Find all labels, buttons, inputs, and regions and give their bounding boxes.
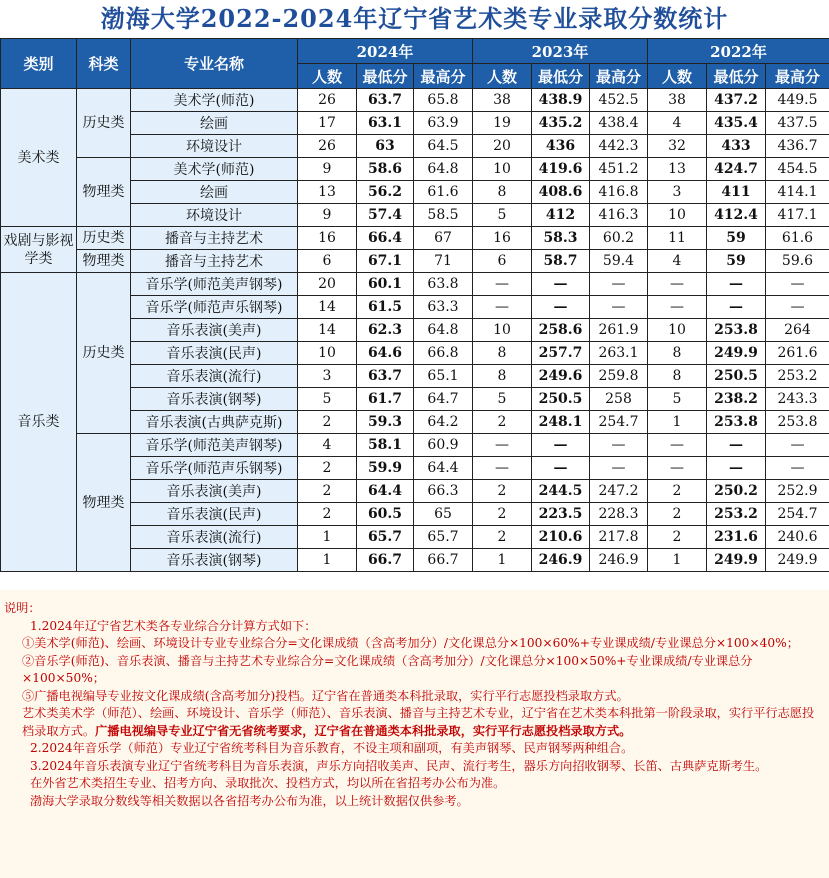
page-title: 渤海大学2022-2024年辽宁省艺术类专业录取分数统计 (100, 4, 729, 33)
score-cell: 8 (473, 342, 532, 365)
score-cell: 254.7 (590, 411, 648, 434)
score-cell: 419.6 (532, 158, 590, 181)
score-cell: 13 (648, 158, 707, 181)
score-cell: 5 (473, 388, 532, 411)
score-cell: — (648, 273, 707, 296)
score-cell: 56.2 (357, 181, 414, 204)
table-row (1, 250, 829, 273)
table-body (1, 89, 829, 572)
score-cell: 424.7 (707, 158, 766, 181)
score-cell: 442.3 (590, 135, 648, 158)
score-cell: 64.5 (414, 135, 473, 158)
major-name: 音乐表演(流行) (131, 526, 298, 549)
note-5: 渤海大学录取分数线等相关数据以各省招考办公布为准，以上统计数据仅供参考。 (30, 793, 469, 808)
score-cell: 63.1 (357, 112, 414, 135)
score-cell: — (532, 273, 590, 296)
score-cell: 64.6 (357, 342, 414, 365)
header-year-2024: 2024年 (298, 39, 473, 64)
score-cell: — (473, 273, 532, 296)
score-cell: 65.7 (357, 526, 414, 549)
score-cell: 454.5 (766, 158, 829, 181)
score-cell: 1 (648, 411, 707, 434)
score-cell: 246.9 (590, 549, 648, 572)
score-cell: 3 (298, 365, 357, 388)
note-3: 3.2024年音乐表演专业辽宁省统考科目为音乐表演，声乐方向招收美声、民声、流行考生，器乐方向招收钢琴、长笛、古典萨克斯考生。 (30, 758, 768, 773)
major-name: 音乐表演(钢琴) (131, 549, 298, 572)
score-cell: 64.8 (414, 319, 473, 342)
notes-section (0, 590, 829, 878)
score-cell: 8 (473, 181, 532, 204)
subject-history: 历史类 (77, 227, 131, 250)
score-cell: 452.5 (590, 89, 648, 112)
score-cell: 253.8 (766, 411, 829, 434)
note-4: 在外省艺术类招生专业、招考方向、录取批次、投档方式，均以所在省招考办公布为准。 (30, 776, 506, 790)
score-cell: 436.7 (766, 135, 829, 158)
score-cell: — (590, 273, 648, 296)
score-cell: 19 (473, 112, 532, 135)
score-cell: — (766, 434, 829, 457)
score-cell: 71 (414, 250, 473, 273)
score-cell: 2 (298, 503, 357, 526)
subject-physics: 物理类 (77, 434, 131, 572)
score-cell: 438.4 (590, 112, 648, 135)
score-cell: 66.7 (414, 549, 473, 572)
score-cell: 244.5 (532, 480, 590, 503)
score-cell: 408.6 (532, 181, 590, 204)
header-major: 专业名称 (131, 39, 298, 89)
score-cell: 243.3 (766, 388, 829, 411)
score-cell: 240.6 (766, 526, 829, 549)
score-cell: 58.6 (357, 158, 414, 181)
score-cell: 246.9 (532, 549, 590, 572)
score-cell: 1 (298, 526, 357, 549)
subject-history: 历史类 (77, 89, 131, 158)
score-cell: 253.2 (766, 365, 829, 388)
score-cell: 59 (707, 250, 766, 273)
score-cell: 10 (648, 319, 707, 342)
score-cell: 249.9 (766, 549, 829, 572)
score-cell: 249.9 (707, 549, 766, 572)
major-name: 环境设计 (131, 135, 298, 158)
score-cell: 250.5 (532, 388, 590, 411)
score-cell: 263.1 (590, 342, 648, 365)
score-cell: 60.5 (357, 503, 414, 526)
score-cell: 257.7 (532, 342, 590, 365)
score-cell: 17 (298, 112, 357, 135)
score-cell: 259.8 (590, 365, 648, 388)
score-cell: — (590, 434, 648, 457)
score-cell: 5 (473, 204, 532, 227)
major-name: 音乐表演(古典萨克斯) (131, 411, 298, 434)
score-cell: 414.1 (766, 181, 829, 204)
major-name: 美术学(师范) (131, 158, 298, 181)
score-cell: 20 (473, 135, 532, 158)
major-name: 音乐表演(民声) (131, 503, 298, 526)
score-cell: 16 (298, 227, 357, 250)
note-1d (4, 705, 825, 740)
score-cell: 1 (473, 549, 532, 572)
major-name: 播音与主持艺术 (131, 227, 298, 250)
score-cell: 10 (648, 204, 707, 227)
major-name: 音乐学(师范声乐钢琴) (131, 296, 298, 319)
score-cell: 66.4 (357, 227, 414, 250)
table-row (1, 89, 829, 112)
score-cell: 217.8 (590, 526, 648, 549)
notes-heading: 说明： (4, 601, 41, 615)
score-cell: 1 (298, 549, 357, 572)
header-min: 最低分 (357, 64, 414, 89)
score-cell: 16 (473, 227, 532, 250)
major-name: 美术学(师范) (131, 89, 298, 112)
category-drama: 戏剧与影视学类 (1, 227, 77, 273)
score-cell: 26 (298, 135, 357, 158)
score-cell: 67 (414, 227, 473, 250)
major-name: 音乐表演(钢琴) (131, 388, 298, 411)
major-name: 音乐表演(民声) (131, 342, 298, 365)
score-cell: 435.2 (532, 112, 590, 135)
score-cell: 65 (414, 503, 473, 526)
score-cell: 261.6 (766, 342, 829, 365)
score-cell: 2 (648, 526, 707, 549)
score-cell: 2 (298, 480, 357, 503)
score-cell: 65.1 (414, 365, 473, 388)
score-cell: 1 (648, 549, 707, 572)
score-cell: 6 (298, 250, 357, 273)
score-cell: 412.4 (707, 204, 766, 227)
score-cell: 61.7 (357, 388, 414, 411)
score-cell: 9 (298, 204, 357, 227)
score-cell: 2 (473, 411, 532, 434)
score-cell: — (707, 457, 766, 480)
score-cell: 64.2 (414, 411, 473, 434)
score-cell: 6 (473, 250, 532, 273)
score-cell: 65.8 (414, 89, 473, 112)
score-cell: — (590, 457, 648, 480)
score-cell: 66.3 (414, 480, 473, 503)
subject-physics: 物理类 (77, 158, 131, 227)
score-cell: 66.8 (414, 342, 473, 365)
header-max: 最高分 (590, 64, 648, 89)
score-cell: 14 (298, 319, 357, 342)
score-cell: 32 (648, 135, 707, 158)
category-art: 美术类 (1, 89, 77, 227)
score-cell: 2 (473, 503, 532, 526)
major-name: 音乐表演(美声) (131, 319, 298, 342)
score-cell: 433 (707, 135, 766, 158)
header-year-2022: 2022年 (648, 39, 829, 64)
score-cell: 64.4 (414, 457, 473, 480)
score-cell: 253.8 (707, 319, 766, 342)
score-cell: — (473, 296, 532, 319)
score-cell: 223.5 (532, 503, 590, 526)
subject-history: 历史类 (77, 273, 131, 434)
score-cell: 449.5 (766, 89, 829, 112)
note-1d-text: 艺术类美术学（师范）、绘画、环境设计、音乐学（师范）、音乐表演、播音与主持艺术专业，辽宁省在艺术类本科批第一阶段录取，实行平行志愿投档录取方式。 (22, 706, 815, 738)
score-cell: 63 (357, 135, 414, 158)
score-cell: 228.3 (590, 503, 648, 526)
header-max: 最高分 (766, 64, 829, 89)
score-cell: 253.8 (707, 411, 766, 434)
score-cell: 250.5 (707, 365, 766, 388)
score-cell: 8 (648, 365, 707, 388)
score-cell: 59.9 (357, 457, 414, 480)
score-cell: 8 (473, 365, 532, 388)
score-cell: — (532, 296, 590, 319)
score-cell: 5 (298, 388, 357, 411)
score-cell: 14 (298, 296, 357, 319)
score-cell: 4 (648, 112, 707, 135)
score-cell: 59.4 (590, 250, 648, 273)
score-cell: 10 (298, 342, 357, 365)
note-1b: ②音乐学(师范)、音乐表演、播音与主持艺术专业综合分=文化课成绩（含高考加分）/文化课总分×100×50%+专业课成绩/专业课总分×100×50%； (22, 653, 753, 685)
score-cell: 58.1 (357, 434, 414, 457)
score-cell: 63.8 (414, 273, 473, 296)
score-cell: — (648, 296, 707, 319)
score-cell: 63.9 (414, 112, 473, 135)
score-cell: 66.7 (357, 549, 414, 572)
major-name: 绘画 (131, 112, 298, 135)
score-cell: 59.3 (357, 411, 414, 434)
score-cell: — (648, 457, 707, 480)
score-cell: 247.2 (590, 480, 648, 503)
score-cell: 264 (766, 319, 829, 342)
major-name: 环境设计 (131, 204, 298, 227)
score-cell: 60.2 (590, 227, 648, 250)
note-1e-bold: 广播电视编导专业辽宁省无省统考要求，辽宁省在普通类本科批录取，实行平行志愿投档录取方式。 (95, 723, 632, 738)
table-row (1, 227, 829, 250)
header-min: 最低分 (532, 64, 590, 89)
score-cell: 67.1 (357, 250, 414, 273)
note-1: 1.2024年辽宁省艺术类各专业综合分计算方式如下： (30, 618, 317, 633)
major-name: 音乐学(师范声乐钢琴) (131, 457, 298, 480)
header-subject: 科类 (77, 39, 131, 89)
score-cell: 11 (648, 227, 707, 250)
score-cell: — (532, 434, 590, 457)
score-cell: 4 (648, 250, 707, 273)
header-count: 人数 (648, 64, 707, 89)
score-cell: 2 (648, 503, 707, 526)
score-cell: 249.9 (707, 342, 766, 365)
header-max: 最高分 (414, 64, 473, 89)
subject-physics: 物理类 (77, 250, 131, 273)
score-cell: 5 (648, 388, 707, 411)
score-cell: 231.6 (707, 526, 766, 549)
score-cell: 249.6 (532, 365, 590, 388)
category-music: 音乐类 (1, 273, 77, 572)
score-cell: 258 (590, 388, 648, 411)
score-cell: — (532, 457, 590, 480)
score-cell: 4 (298, 434, 357, 457)
major-name: 音乐学(师范美声钢琴) (131, 273, 298, 296)
score-cell: 61.6 (414, 181, 473, 204)
score-cell: 2 (648, 480, 707, 503)
score-cell: 63.7 (357, 365, 414, 388)
score-cell: 61.6 (766, 227, 829, 250)
score-cell: 238.2 (707, 388, 766, 411)
note-2: 2.2024年音乐学（师范）专业辽宁省统考科目为音乐教育，不设主项和副项，有美声钢琴、民声钢琴两种组合。 (30, 741, 634, 755)
score-cell: 411 (707, 181, 766, 204)
header-year-2023: 2023年 (473, 39, 648, 64)
score-cell: 253.2 (707, 503, 766, 526)
major-name: 播音与主持艺术 (131, 250, 298, 273)
score-cell: 250.2 (707, 480, 766, 503)
score-cell: 57.4 (357, 204, 414, 227)
score-cell: 65.7 (414, 526, 473, 549)
score-cell: 417.1 (766, 204, 829, 227)
score-cell: — (590, 296, 648, 319)
score-cell: 63.3 (414, 296, 473, 319)
score-cell: 64.8 (414, 158, 473, 181)
score-cell: 435.4 (707, 112, 766, 135)
score-cell: 2 (298, 457, 357, 480)
score-cell: 10 (473, 319, 532, 342)
score-cell: — (707, 296, 766, 319)
score-cell: 2 (298, 411, 357, 434)
table-row (1, 434, 829, 457)
score-cell: 61.5 (357, 296, 414, 319)
score-cell: 20 (298, 273, 357, 296)
score-cell: 60.1 (357, 273, 414, 296)
score-cell: 64.4 (357, 480, 414, 503)
score-cell: 38 (648, 89, 707, 112)
header-category: 类别 (1, 39, 77, 89)
header-count: 人数 (473, 64, 532, 89)
score-cell: 254.7 (766, 503, 829, 526)
score-cell: 9 (298, 158, 357, 181)
score-cell: — (648, 434, 707, 457)
admission-score-table (0, 38, 829, 572)
score-cell: 64.7 (414, 388, 473, 411)
score-cell: 2 (473, 526, 532, 549)
header-min: 最低分 (707, 64, 766, 89)
score-cell: 437.5 (766, 112, 829, 135)
score-cell: — (766, 273, 829, 296)
score-cell: 26 (298, 89, 357, 112)
score-cell: 58.7 (532, 250, 590, 273)
major-name: 绘画 (131, 181, 298, 204)
score-cell: 451.2 (590, 158, 648, 181)
score-cell: — (707, 273, 766, 296)
score-cell: — (766, 457, 829, 480)
score-cell: 438.9 (532, 89, 590, 112)
score-cell: 416.8 (590, 181, 648, 204)
score-cell: 252.9 (766, 480, 829, 503)
score-cell: 59.6 (766, 250, 829, 273)
score-cell: 3 (648, 181, 707, 204)
note-1a: ①美术学(师范)、绘画、环境设计专业专业综合分=文化课成绩（含高考加分）/文化课总分×100×60%+专业课成绩/专业课总分×100×40%； (22, 636, 799, 650)
score-cell: 412 (532, 204, 590, 227)
score-cell: 13 (298, 181, 357, 204)
score-cell: 436 (532, 135, 590, 158)
major-name: 音乐表演(流行) (131, 365, 298, 388)
score-cell: 62.3 (357, 319, 414, 342)
score-cell: 416.3 (590, 204, 648, 227)
score-cell: 58.3 (532, 227, 590, 250)
score-cell: — (473, 457, 532, 480)
score-cell: — (707, 434, 766, 457)
note-1c: ⑤广播电视编导专业按文化课成绩(含高考加分)投档。辽宁省在普通类本科批录取，实行平行志愿投档录取方式。 (22, 688, 629, 703)
major-name: 音乐学(师范美声钢琴) (131, 434, 298, 457)
score-cell: 63.7 (357, 89, 414, 112)
score-cell: 38 (473, 89, 532, 112)
score-cell: 60.9 (414, 434, 473, 457)
score-cell: 8 (648, 342, 707, 365)
score-cell: 59 (707, 227, 766, 250)
table-row (1, 158, 829, 181)
score-cell: 437.2 (707, 89, 766, 112)
score-cell: 210.6 (532, 526, 590, 549)
table-row (1, 273, 829, 296)
score-cell: 261.9 (590, 319, 648, 342)
score-cell: 58.5 (414, 204, 473, 227)
header-count: 人数 (298, 64, 357, 89)
score-cell: — (766, 296, 829, 319)
major-name: 音乐表演(美声) (131, 480, 298, 503)
score-cell: 2 (473, 480, 532, 503)
score-cell: 258.6 (532, 319, 590, 342)
score-cell: 10 (473, 158, 532, 181)
score-cell: — (473, 434, 532, 457)
score-cell: 248.1 (532, 411, 590, 434)
